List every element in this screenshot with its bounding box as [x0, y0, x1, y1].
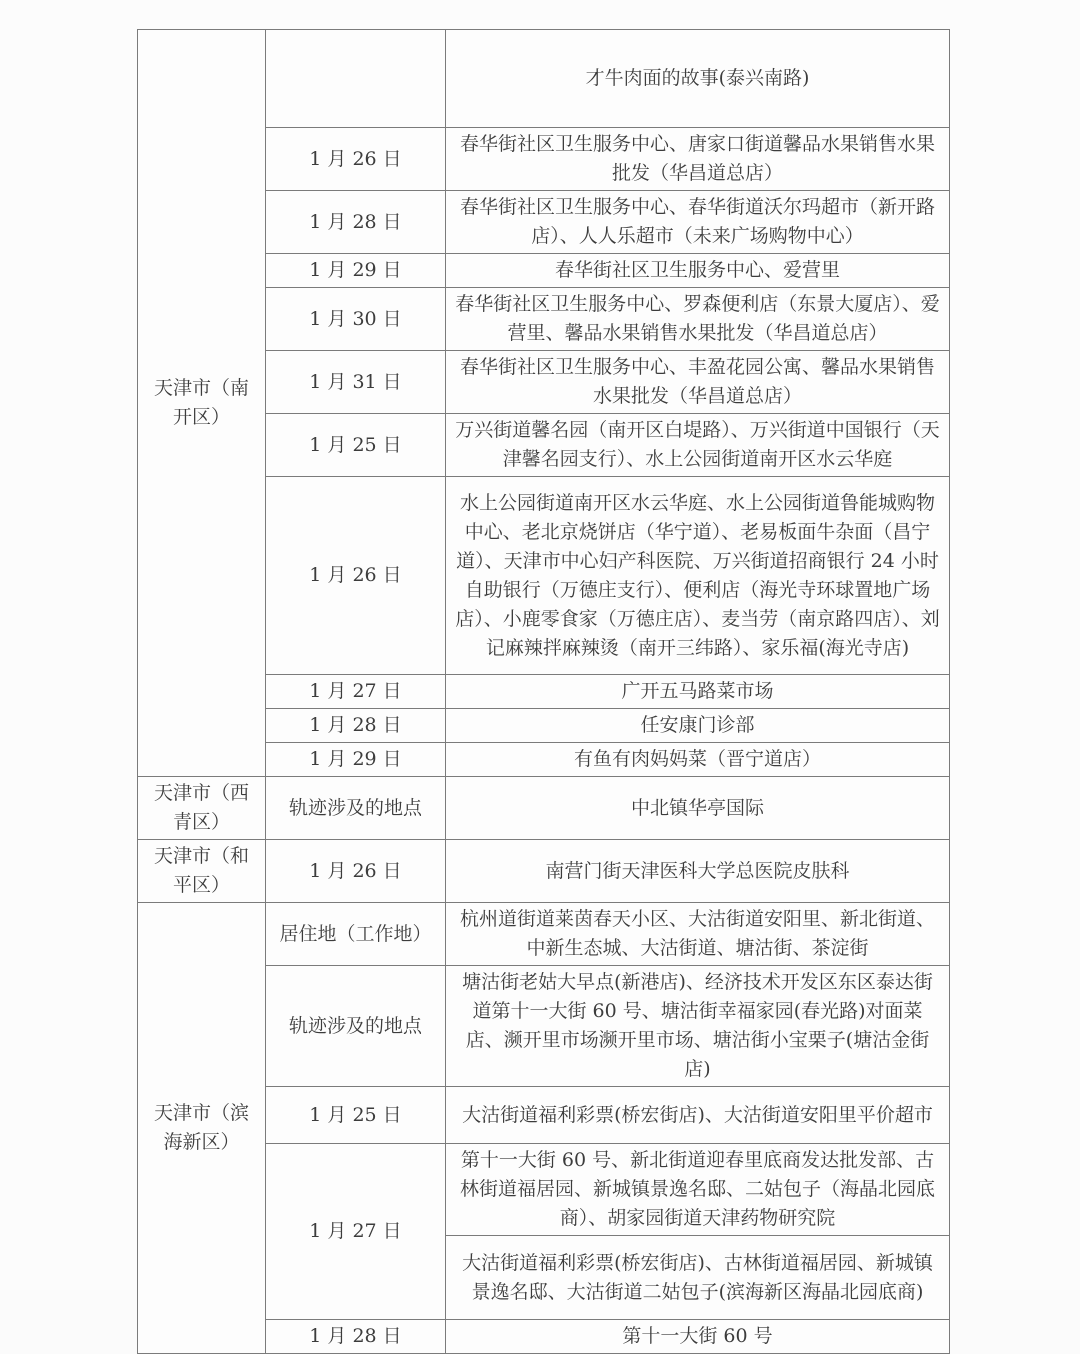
date-cell: 1 月 30 日 [266, 288, 446, 351]
date-cell: 1 月 29 日 [266, 743, 446, 777]
table-row [138, 30, 950, 128]
district-cell-nankai: 天津市（南开区） [138, 30, 266, 777]
location-cell: 第十一大街 60 号、新北街道迎春里底商发达批发部、古林街道福居园、新城镇景逸名邸、二姑包子（海晶北园底商）、胡家园街道天津药物研究院 [446, 1144, 950, 1236]
location-cell: 水上公园街道南开区水云华庭、水上公园街道鲁能城购物中心、老北京烧饼店（华宁道）、老易板面牛杂面（昌宁道）、天津市中心妇产科医院、万兴街道招商银行 24 小时自助银行（万德庄支行）、便利店（海光寺环球置地广场店）、小鹿零食家（万德庄店）、麦当劳（南京路四店）、刘记麻辣拌麻辣烫（南开三纬路）、家乐福(海光寺店) [446, 477, 950, 675]
date-cell: 1 月 25 日 [266, 1087, 446, 1144]
location-cell: 春华街社区卫生服务中心、罗森便利店（东景大厦店）、爱营里、馨品水果销售水果批发（华昌道总店） [446, 288, 950, 351]
location-cell: 才牛肉面的故事(泰兴南路) [446, 30, 950, 128]
location-cell: 春华街社区卫生服务中心、唐家口街道馨品水果销售水果批发（华昌道总店） [446, 128, 950, 191]
table-row [138, 777, 950, 840]
date-cell: 1 月 28 日 [266, 191, 446, 254]
trajectory-table [137, 29, 950, 1354]
location-cell: 大沽街道福利彩票(桥宏街店)、古林街道福居园、新城镇景逸名邸、大沽街道二姑包子(滨海新区海晶北园底商) [446, 1236, 950, 1320]
label-cell: 居住地（工作地） [266, 903, 446, 966]
table-row [138, 840, 950, 903]
date-cell: 1 月 31 日 [266, 351, 446, 414]
date-cell: 1 月 28 日 [266, 1320, 446, 1354]
district-cell-heping: 天津市（和平区） [138, 840, 266, 903]
date-cell: 1 月 27 日 [266, 1144, 446, 1320]
district-cell-xiqing: 天津市（西青区） [138, 777, 266, 840]
location-cell: 任安康门诊部 [446, 709, 950, 743]
location-cell: 广开五马路菜市场 [446, 675, 950, 709]
location-cell: 第十一大街 60 号 [446, 1320, 950, 1354]
date-cell: 1 月 26 日 [266, 477, 446, 675]
date-cell: 1 月 25 日 [266, 414, 446, 477]
district-cell-binhai: 天津市（滨海新区） [138, 903, 266, 1354]
location-cell: 大沽街道福利彩票(桥宏街店)、大沽街道安阳里平价超市 [446, 1087, 950, 1144]
location-cell: 春华街社区卫生服务中心、春华街道沃尔玛超市（新开路店）、人人乐超市（未来广场购物中心） [446, 191, 950, 254]
location-cell: 有鱼有肉妈妈菜（晋宁道店） [446, 743, 950, 777]
location-cell: 杭州道街道莱茵春天小区、大沽街道安阳里、新北街道、中新生态城、大沽街道、塘沽街、茶淀街 [446, 903, 950, 966]
table-row [138, 903, 950, 966]
location-cell: 春华街社区卫生服务中心、丰盈花园公寓、馨品水果销售水果批发（华昌道总店） [446, 351, 950, 414]
location-cell: 春华街社区卫生服务中心、爱营里 [446, 254, 950, 288]
location-cell: 南营门街天津医科大学总医院皮肤科 [446, 840, 950, 903]
date-cell: 1 月 27 日 [266, 675, 446, 709]
date-cell: 1 月 29 日 [266, 254, 446, 288]
date-cell: 1 月 28 日 [266, 709, 446, 743]
date-cell: 1 月 26 日 [266, 128, 446, 191]
location-cell: 中北镇华亭国际 [446, 777, 950, 840]
label-cell: 轨迹涉及的地点 [266, 777, 446, 840]
label-cell: 轨迹涉及的地点 [266, 966, 446, 1087]
location-cell: 塘沽街老姑大早点(新港店)、经济技术开发区东区泰达街道第十一大街 60 号、塘沽街幸福家园(春光路)对面菜店、濒开里市场濒开里市场、塘沽街小宝栗子(塘沽金街店) [446, 966, 950, 1087]
date-cell-empty [266, 30, 446, 128]
date-cell: 1 月 26 日 [266, 840, 446, 903]
location-cell: 万兴街道馨名园（南开区白堤路）、万兴街道中国银行（天津馨名园支行）、水上公园街道南开区水云华庭 [446, 414, 950, 477]
